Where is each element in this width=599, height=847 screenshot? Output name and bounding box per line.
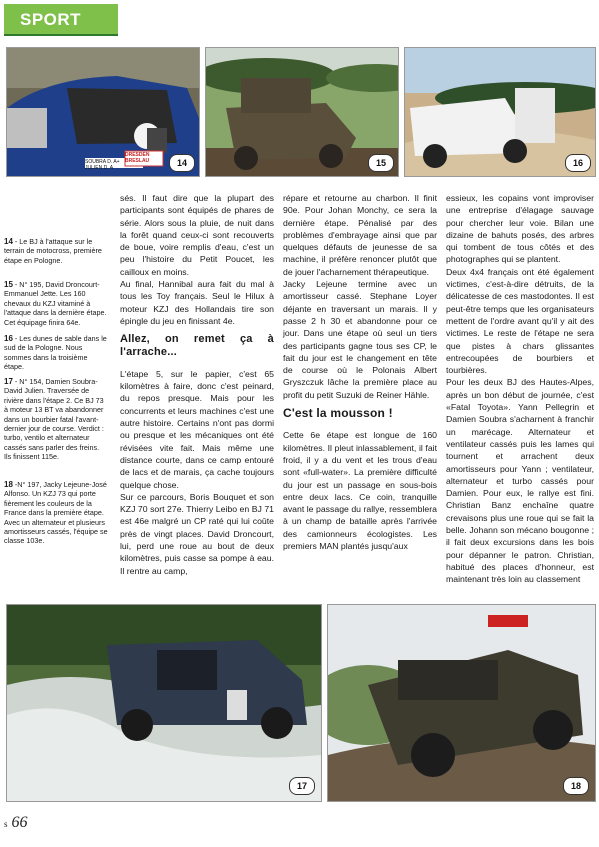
caption-15-number: 15: [4, 280, 13, 289]
caption-18-number: 18: [4, 480, 13, 489]
photo-18-number: 18: [563, 777, 589, 795]
caption-17-number: 17: [4, 377, 13, 386]
photo-17-image: [7, 605, 321, 801]
photo-15-number: 15: [368, 154, 394, 172]
col3-paragraph-3: Pour les deux BJ des Hautes-Alpes, après un bon début de journée, c'est «Fatal Toyota». Yann Pellegrin et Damien Soubra s'acharnent à franchir un marécage. Alternateur et ventilateur cassés puis les lames qui tournent et arrachent deux amortisseurs pour Yann ; ventilateur, alternateur et turbo cassés pour Damien. Pour eux, le rallye est fini. Christian Banz enchaîne quatre crevaisons plus une roue qui se fait la belle. Johann son mécano bougonne ; il fait deux excursions dans les bois pour dépanner le patron. Christian, habitué des places d'honneur, est maintenant très loin au classement: [446, 377, 594, 585]
photo-14-number: 14: [169, 154, 195, 172]
photo-15: [205, 47, 399, 177]
photo-16-number: 16: [565, 154, 591, 172]
col1-paragraph-3: L'étape 5, sur le papier, c'est 65 kilomètres à faire, donc c'est peinard, du repos presque. Mais pour les concurrents et leurs machines c'est une autre histoire. Certains n'ont pas dormi ou presque et les mécaniques ont été révisées vite fait. Mais même une distance courte, dans ce camp entouré de lacs et de marais, ça cache toujours quelque chose.: [120, 368, 274, 490]
article-column-3: [446, 192, 594, 586]
page-number: [4, 814, 28, 832]
col2-paragraph-2: Jacky Lejeune termine avec un amortisseur cassé. Stephane Loyer déjante en traversant un marais. Il y passe 2 h 30 et abandonne pour ce jour. Dans une étape où seul un tiers des participants gagne tous ses CP, le fait du jour est le changement en tête de course où le Polonais Albert Gryszczuk lâche la première place au profit du petit Suzuki de Reiner Hähle.: [283, 279, 437, 400]
caption-17-text: - N° 154, Damien Soubra-David Julien. Traversée de rivière dans l'étape 2. Ce BJ 73 à moteur 13 BT va abandonner dans un bourbier fatal l'avant-dernier jour de course. Verdict : turbo, ventilo et alternateur cassés sans parler des freins. Ils finissent 115e.: [4, 377, 104, 462]
caption-17: [4, 377, 108, 462]
photo-14-plate-2: JULIEN D. A: [85, 165, 114, 171]
page-number-value: 66: [11, 814, 28, 831]
section-label: SPORT: [20, 10, 82, 29]
col2-paragraph-1: répare et retourne au charbon. Il finit 90e. Pour Johan Monchy, ce sera la dernière étape. Pénalisé par des problèmes d'embrayage ainsi que par quelques défauts de jeunesse de sa machine, il préfère renoncer plutôt que de jouer l'acharnement thérapeutique.: [283, 193, 437, 277]
photo-17: [6, 604, 322, 802]
col1-paragraph-4: Sur ce parcours, Boris Bouquet et son KZJ 70 sort 27e. Thierry Leibo en BJ 71 est 46e malgré un CP raté qui lui coûte près de vingt places. David Droncourt, lui, perd une roue au bout de deux kilomètres, puis casse sa pompe à eau. Il rentre au camp,: [120, 491, 274, 576]
photo-18-image: [328, 605, 595, 801]
col1-paragraph-1: sés. Il faut dire que la plupart des participants sont équipés de phares de série. Alors sous la pluie, de nuit dans la forêt quand ceux-ci sont recouverts de boue, voire remplis d'eau, c'est un peu l'histoire du Petit Poucet, les cailloux en moins.: [120, 193, 274, 277]
photo-14-brand: DRESDEN BRESLAU: [125, 152, 150, 164]
article-column-1: [120, 192, 274, 577]
photo-16: [404, 47, 596, 177]
caption-14: [4, 237, 108, 265]
col2-paragraph-3: Cette 6e étape est longue de 160 kilomètres. Il pleut inlassablement, il fait froid, il y a du vent et les trous d'eau sont «full-water». La première difficulté du jour est un passage en sous-bois entre deux lacs. Ce coin, tranquille avant le passage du rallye, ressemblera à un champ de bataille après l'arrivée des camionneurs écologistes. Les premiers MAN plantés jusqu'aux: [283, 430, 437, 552]
caption-16-number: 16: [4, 334, 13, 343]
col3-paragraph-1: essieux, les copains vont improviser une entreprise d'élagage sauvage pour chercher leur voie. Bilan une dizaine de bahuts posés, des arbres qui tombent de tous côtés et des photographes qui se plantent.: [446, 193, 594, 265]
footer-mark: s: [4, 819, 8, 829]
photo-18: [327, 604, 596, 802]
section-underline: [4, 34, 118, 36]
col3-paragraph-2: Deux 4x4 français ont été également victimes, c'est-à-dire détruits, de la délicatesse de ces mastodontes. Il est peut-être temps que les organisateurs mettent de l'ordre avant qu'il y ait des victimes. Le reste de l'étape ne sera que pistes à chars glissantes entrecoupées de bourbiers et tourbières.: [446, 266, 594, 376]
caption-16: [4, 334, 108, 372]
caption-16-text: - Les dunes de sable dans le sud de la Pologne. Nous sommes dans la troisième étape.: [4, 334, 107, 372]
caption-14-number: 14: [4, 237, 13, 246]
caption-15-text: - N° 195, David Droncourt-Emmanuel Jette. Les 160 chevaux du KZJ vitaminé à l'attaque dans la dernière étape. Cet équipage finira 64e.: [4, 280, 107, 327]
col1-subheading: Allez, on remet ça à l'arrache...: [120, 333, 274, 358]
caption-18: [4, 480, 108, 546]
photo-17-number: 17: [289, 777, 315, 795]
col1-paragraph-2: Au final, Hannibal aura fait du mal à tous les Toy français. Seul le Hilux à moteur KZJ des Hollandais tire son épingle du jeu en finissant 4e.: [120, 279, 274, 326]
photo-14: [6, 47, 200, 177]
caption-14-text: - Le BJ à l'attaque sur le terrain de motocross, première étape en Pologne.: [4, 237, 102, 265]
article-column-2: [283, 192, 437, 552]
section-header: [4, 4, 118, 34]
col2-subheading: C'est la mousson !: [283, 406, 393, 421]
photo-14-plate-1: SOUBRA D. A+: [85, 159, 120, 165]
caption-15: [4, 280, 108, 327]
caption-18-text: -N° 197, Jacky Lejeune-José Alfonso. Un KZJ 73 qui porte fièrement les couleurs de la France dans la première étape. Avec un alternateur et plusieurs amortisseurs cassés, l'équipe se classe 103e.: [4, 480, 108, 546]
